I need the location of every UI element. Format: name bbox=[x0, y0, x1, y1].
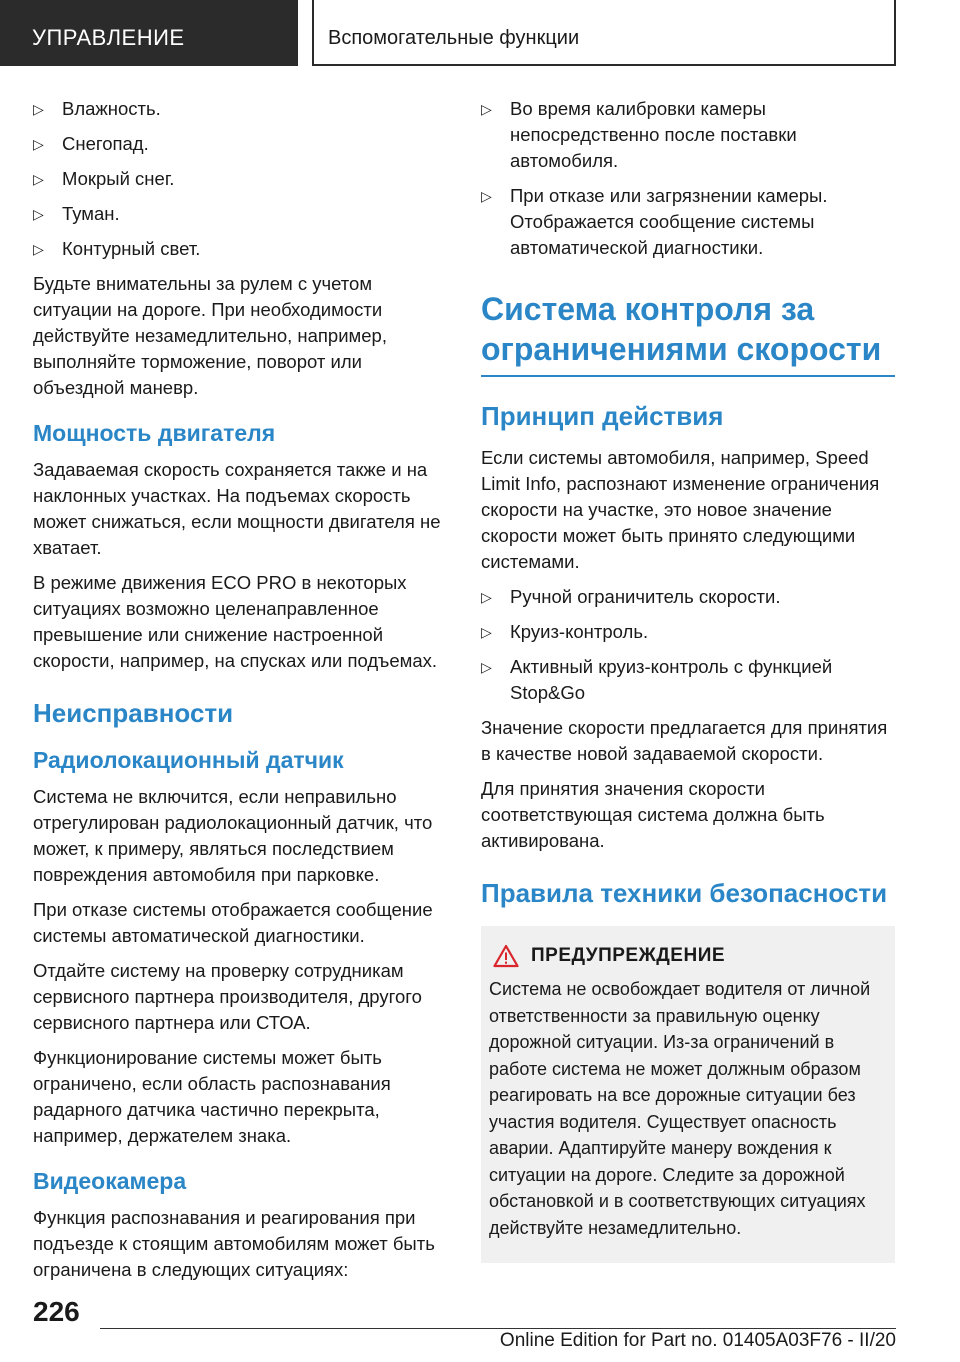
paragraph: Значение скорости предлагается для принятия в качестве новой задаваемой скорости. bbox=[481, 717, 888, 764]
systems-list bbox=[481, 584, 895, 706]
right-column bbox=[481, 96, 895, 1263]
triangle-right-icon: ▷ bbox=[33, 241, 44, 257]
triangle-right-icon: ▷ bbox=[33, 206, 44, 222]
paragraph: Система не включится, если неправильно отрегулирован радиолокационный датчик, что может, к примеру, являться последствием повреждения автомобиля при парковке. bbox=[33, 786, 433, 885]
list-item: ▷ Круиз-контроль. bbox=[481, 619, 895, 645]
page-header bbox=[0, 0, 960, 66]
camera-limit-list bbox=[481, 96, 895, 261]
warning-box bbox=[481, 926, 895, 1263]
paragraph: Функционирование системы может быть ограничено, если область распознавания радарного датчика частично перекрыта, например, держателем знака. bbox=[33, 1047, 391, 1146]
triangle-right-icon: ▷ bbox=[33, 101, 44, 117]
triangle-right-icon: ▷ bbox=[481, 659, 492, 675]
triangle-right-icon: ▷ bbox=[481, 624, 492, 640]
page-footer bbox=[0, 1296, 960, 1362]
edition-note: Online Edition for Part no. 01405A03F76 - II/20 bbox=[499, 1330, 896, 1351]
left-column bbox=[33, 96, 447, 1292]
heading-camera: Видеокамера bbox=[33, 1168, 187, 1194]
list-item: ▷ Влажность. bbox=[33, 96, 447, 122]
heading-faults: Неисправности bbox=[33, 698, 234, 728]
triangle-right-icon: ▷ bbox=[481, 188, 492, 204]
list-item: ▷ При отказе или загрязнении камеры. Отображается сообщение системы автоматической диагностики. bbox=[481, 185, 828, 258]
paragraph: В режиме движения ECO PRO в некоторых ситуациях возможно целенаправленное превышение или снижение настроенной скорости, например, на спусках или подъемах. bbox=[33, 572, 438, 671]
list-item: ▷ Мокрый снег. bbox=[33, 166, 447, 192]
list-item: ▷ Туман. bbox=[33, 201, 447, 227]
paragraph: Если системы автомобиля, например, Speed Limit Info, распознают изменение ограничения скорости на участке, это новое значение скорости может быть принято следующими системами. bbox=[481, 447, 880, 572]
triangle-right-icon: ▷ bbox=[33, 136, 44, 152]
warning-header bbox=[489, 944, 887, 968]
heading-principle: Принцип действия bbox=[481, 401, 724, 431]
paragraph: Будьте внимательны за рулем с учетом ситуации на дороге. При необходимости действуйте незамедлительно, например, выполняйте торможение, поворот или объездной маневр. bbox=[33, 273, 387, 398]
section-label: УПРАВЛЕНИЕ bbox=[0, 0, 298, 66]
warning-text: Система не освобождает водителя от личной ответственности за правильную оценку дорожной ситуации. Из-за ограничений в работе система не может должным образом реагировать на все дорожные ситуации без участия водителя. Существует опасность аварии. Адаптируйте манеру вождения к ситуации на дороге. Следите за дорожной обстановкой и в соответствующих ситуациях действуйте незамедлительно. bbox=[489, 979, 871, 1238]
paragraph: При отказе системы отображается сообщение системы автоматической диагностики. bbox=[33, 899, 433, 946]
paragraph: Для принятия значения скорости соответствующая система должна быть активирована. bbox=[481, 778, 825, 851]
paragraph: Отдайте систему на проверку сотрудникам сервисного партнера производителя, другого сервисного партнера или СТОА. bbox=[33, 960, 422, 1033]
chapter-label: Вспомогательные функции bbox=[312, 0, 896, 66]
list-item: ▷ Активный круиз-контроль с функцией Stop&Go bbox=[481, 656, 833, 703]
footer-divider bbox=[100, 1328, 896, 1329]
heading-engine-power: Мощность двигателя bbox=[33, 420, 276, 446]
section-title: Система контроля за ограничениями скорости bbox=[481, 289, 895, 377]
heading-safety: Правила техники безопасности bbox=[481, 878, 888, 908]
list-item: ▷ Во время калибровки камеры непосредственно после поставки автомобиля. bbox=[481, 98, 797, 171]
triangle-right-icon: ▷ bbox=[33, 171, 44, 187]
list-item: ▷ Снегопад. bbox=[33, 131, 447, 157]
page-number: 226 bbox=[33, 1296, 80, 1327]
triangle-right-icon: ▷ bbox=[481, 589, 492, 605]
condition-list bbox=[33, 96, 447, 262]
triangle-right-icon: ▷ bbox=[481, 101, 492, 117]
warning-title: ПРЕДУПРЕЖДЕНИЕ bbox=[531, 945, 726, 966]
warning-triangle-icon bbox=[493, 944, 519, 968]
paragraph: Задаваемая скорость сохраняется также и на наклонных участках. На подъемах скорость может снижаться, если мощности двигателя не хватает. bbox=[33, 459, 441, 558]
heading-radar-sensor: Радиолокационный датчик bbox=[33, 747, 344, 773]
list-item: ▷ Ручной ограничитель скорости. bbox=[481, 584, 895, 610]
list-item: ▷ Контурный свет. bbox=[33, 236, 447, 262]
paragraph: Функция распознавания и реагирования при подъезде к стоящим автомобилям может быть ограничена в следующих ситуациях: bbox=[33, 1207, 435, 1280]
